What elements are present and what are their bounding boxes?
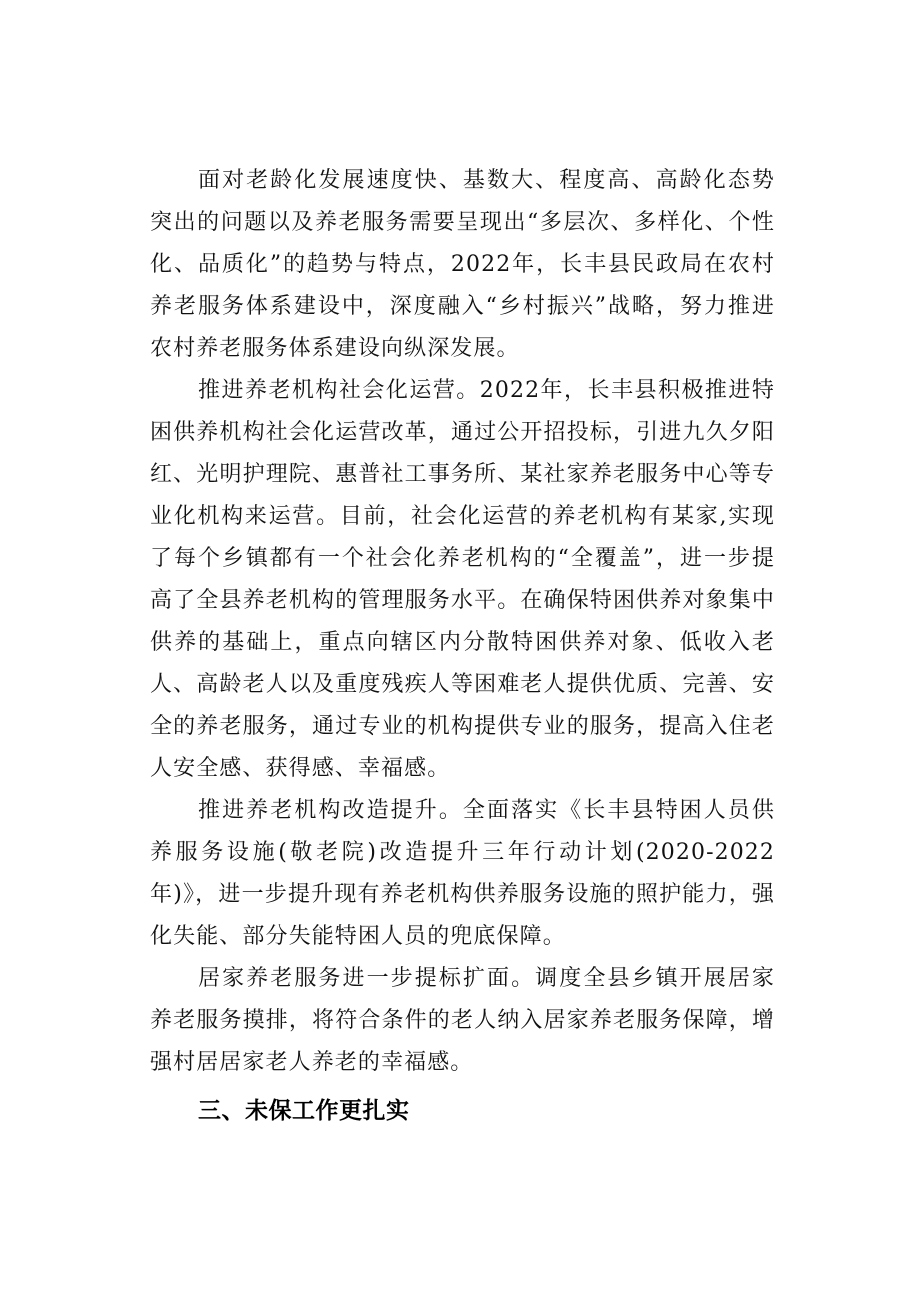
section-heading: 三、未保工作更扎实 (198, 1098, 410, 1124)
paragraph-4: 居家养老服务进一步提标扩面。调度全县乡镇开展居家养老服务摸排，将符合条件的老人纳入居家养老服务保障，增强村居居家老人养老的幸福感。 (150, 966, 775, 1075)
paragraph-2: 推进养老机构社会化运营。2022年，长丰县积极推进特困供养机构社会化运营改革，通过公开招投标，引进九久夕阳红、光明护理院、惠普社工事务所、某社家养老服务中心等专业化机构来运营。目前，社会化运营的养老机构有某家,实现了每个乡镇都有一个社会化养老机构的“全覆盖”，进一步提高了全县养老机构的管理服务水平。在确保特困供养对象集中供养的基础上，重点向辖区内分散特困供养对象、低收入老人、高龄老人以及重度残疾人等困难老人提供优质、完善、安全的养老服务，通过专业的机构提供专业的服务，提高入住老人安全感、获得感、幸福感。 (150, 378, 775, 781)
document-body (150, 160, 775, 1135)
paragraph-3: 推进养老机构改造提升。全面落实《长丰县特困人员供养服务设施(敬老院)改造提升三年行动计划(2020-2022年)》，进一步提升现有养老机构供养服务设施的照护能力，强化失能、部分失能特困人员的兜底保障。 (150, 798, 775, 949)
paragraph-1: 面对老龄化发展速度快、基数大、程度高、高龄化态势突出的问题以及养老服务需要呈现出“多层次、多样化、个性化、品质化”的趋势与特点，2022年，长丰县民政局在农村养老服务体系建设中，深度融入“乡村振兴”战略，努力推进农村养老服务体系建设向纵深发展。 (150, 168, 775, 361)
